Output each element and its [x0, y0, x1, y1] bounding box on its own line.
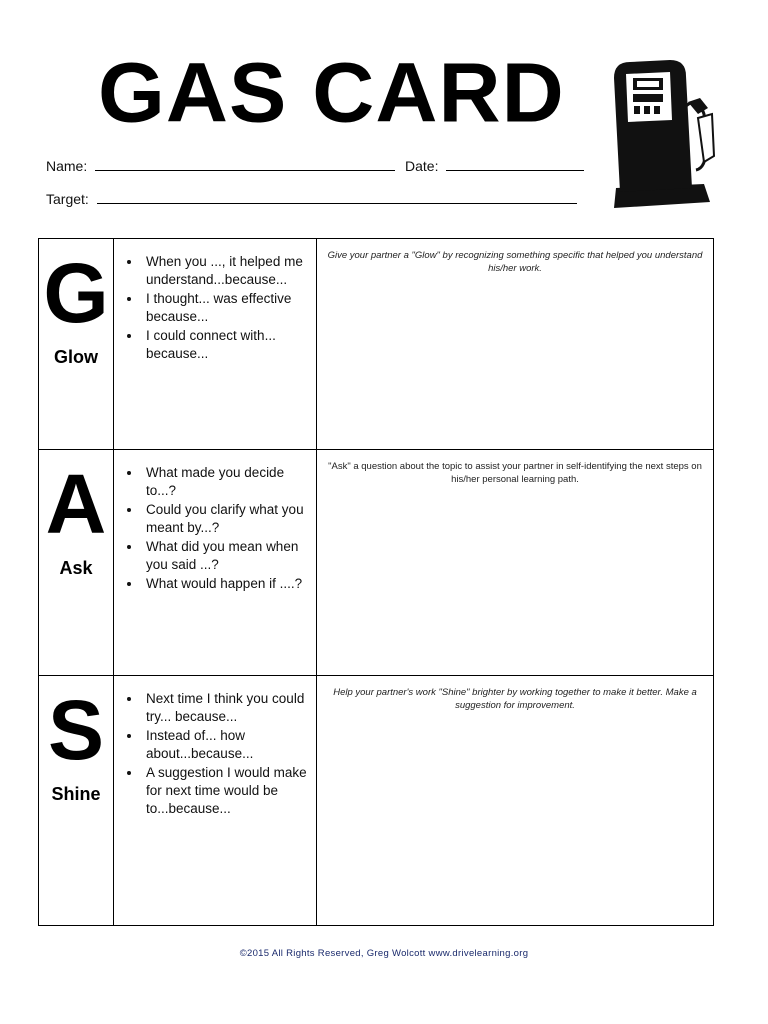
name-date-row [46, 156, 584, 174]
glow-instruction: Give your partner a "Glow" by recognizing something specific that helped you understand his/her work. [327, 250, 703, 274]
date-label: Date: [405, 158, 439, 174]
ask-letter: A [45, 457, 107, 551]
gas-card-table [38, 238, 714, 926]
glow-response-cell[interactable] [317, 239, 714, 450]
list-item: • What did you mean when you said ...? [142, 538, 308, 574]
footer-copyright: ©2015 All Rights Reserved, Greg Wolcott www.drivelearning.org [239, 948, 529, 959]
gas-pump-icon [600, 56, 720, 212]
ask-stems-cell [114, 450, 317, 676]
name-field[interactable] [95, 156, 395, 171]
glow-row [39, 239, 714, 450]
list-item: • I thought... was effective because... [142, 290, 308, 326]
ask-word: Ask [59, 558, 93, 578]
shine-instruction: Help your partner's work "Shine" brighter by working together to make it better. Make a suggestion for improvement. [333, 687, 697, 711]
glow-word: Glow [54, 347, 98, 367]
list-item: • When you ..., it helped me understand...because... [142, 253, 308, 289]
glow-letter-cell [39, 239, 114, 450]
ask-stems-list [118, 464, 308, 593]
shine-row [39, 676, 714, 926]
ask-response-cell[interactable] [317, 450, 714, 676]
glow-stems-cell [114, 239, 317, 450]
shine-letter: S [47, 683, 105, 777]
shine-stems-list [118, 690, 308, 818]
list-item: • Instead of... how about...because... [142, 727, 308, 763]
glow-letter: G [43, 246, 109, 340]
list-item: • A suggestion I would make for next time would be to...because... [142, 764, 308, 818]
list-item: • Next time I think you could try... because... [142, 690, 308, 726]
ask-instruction: "Ask" a question about the topic to assist your partner in self-identifying the next steps on his/her personal learning path. [328, 461, 702, 485]
target-label: Target: [46, 191, 89, 207]
name-label: Name: [46, 158, 88, 174]
shine-stems-cell [114, 676, 317, 926]
target-field[interactable] [97, 189, 577, 204]
list-item: • What made you decide to...? [142, 464, 308, 500]
target-row [46, 189, 577, 207]
glow-stems-list [118, 253, 308, 363]
list-item: • What would happen if ....? [142, 575, 308, 593]
shine-word: Shine [51, 784, 101, 804]
shine-letter-cell [39, 676, 114, 926]
list-item: • Could you clarify what you meant by...? [142, 501, 308, 537]
page-title: GAS CARD [98, 45, 565, 141]
ask-row [39, 450, 714, 676]
ask-letter-cell [39, 450, 114, 676]
shine-response-cell[interactable] [317, 676, 714, 926]
date-field[interactable] [446, 156, 584, 171]
list-item: • I could connect with... because... [142, 327, 308, 363]
